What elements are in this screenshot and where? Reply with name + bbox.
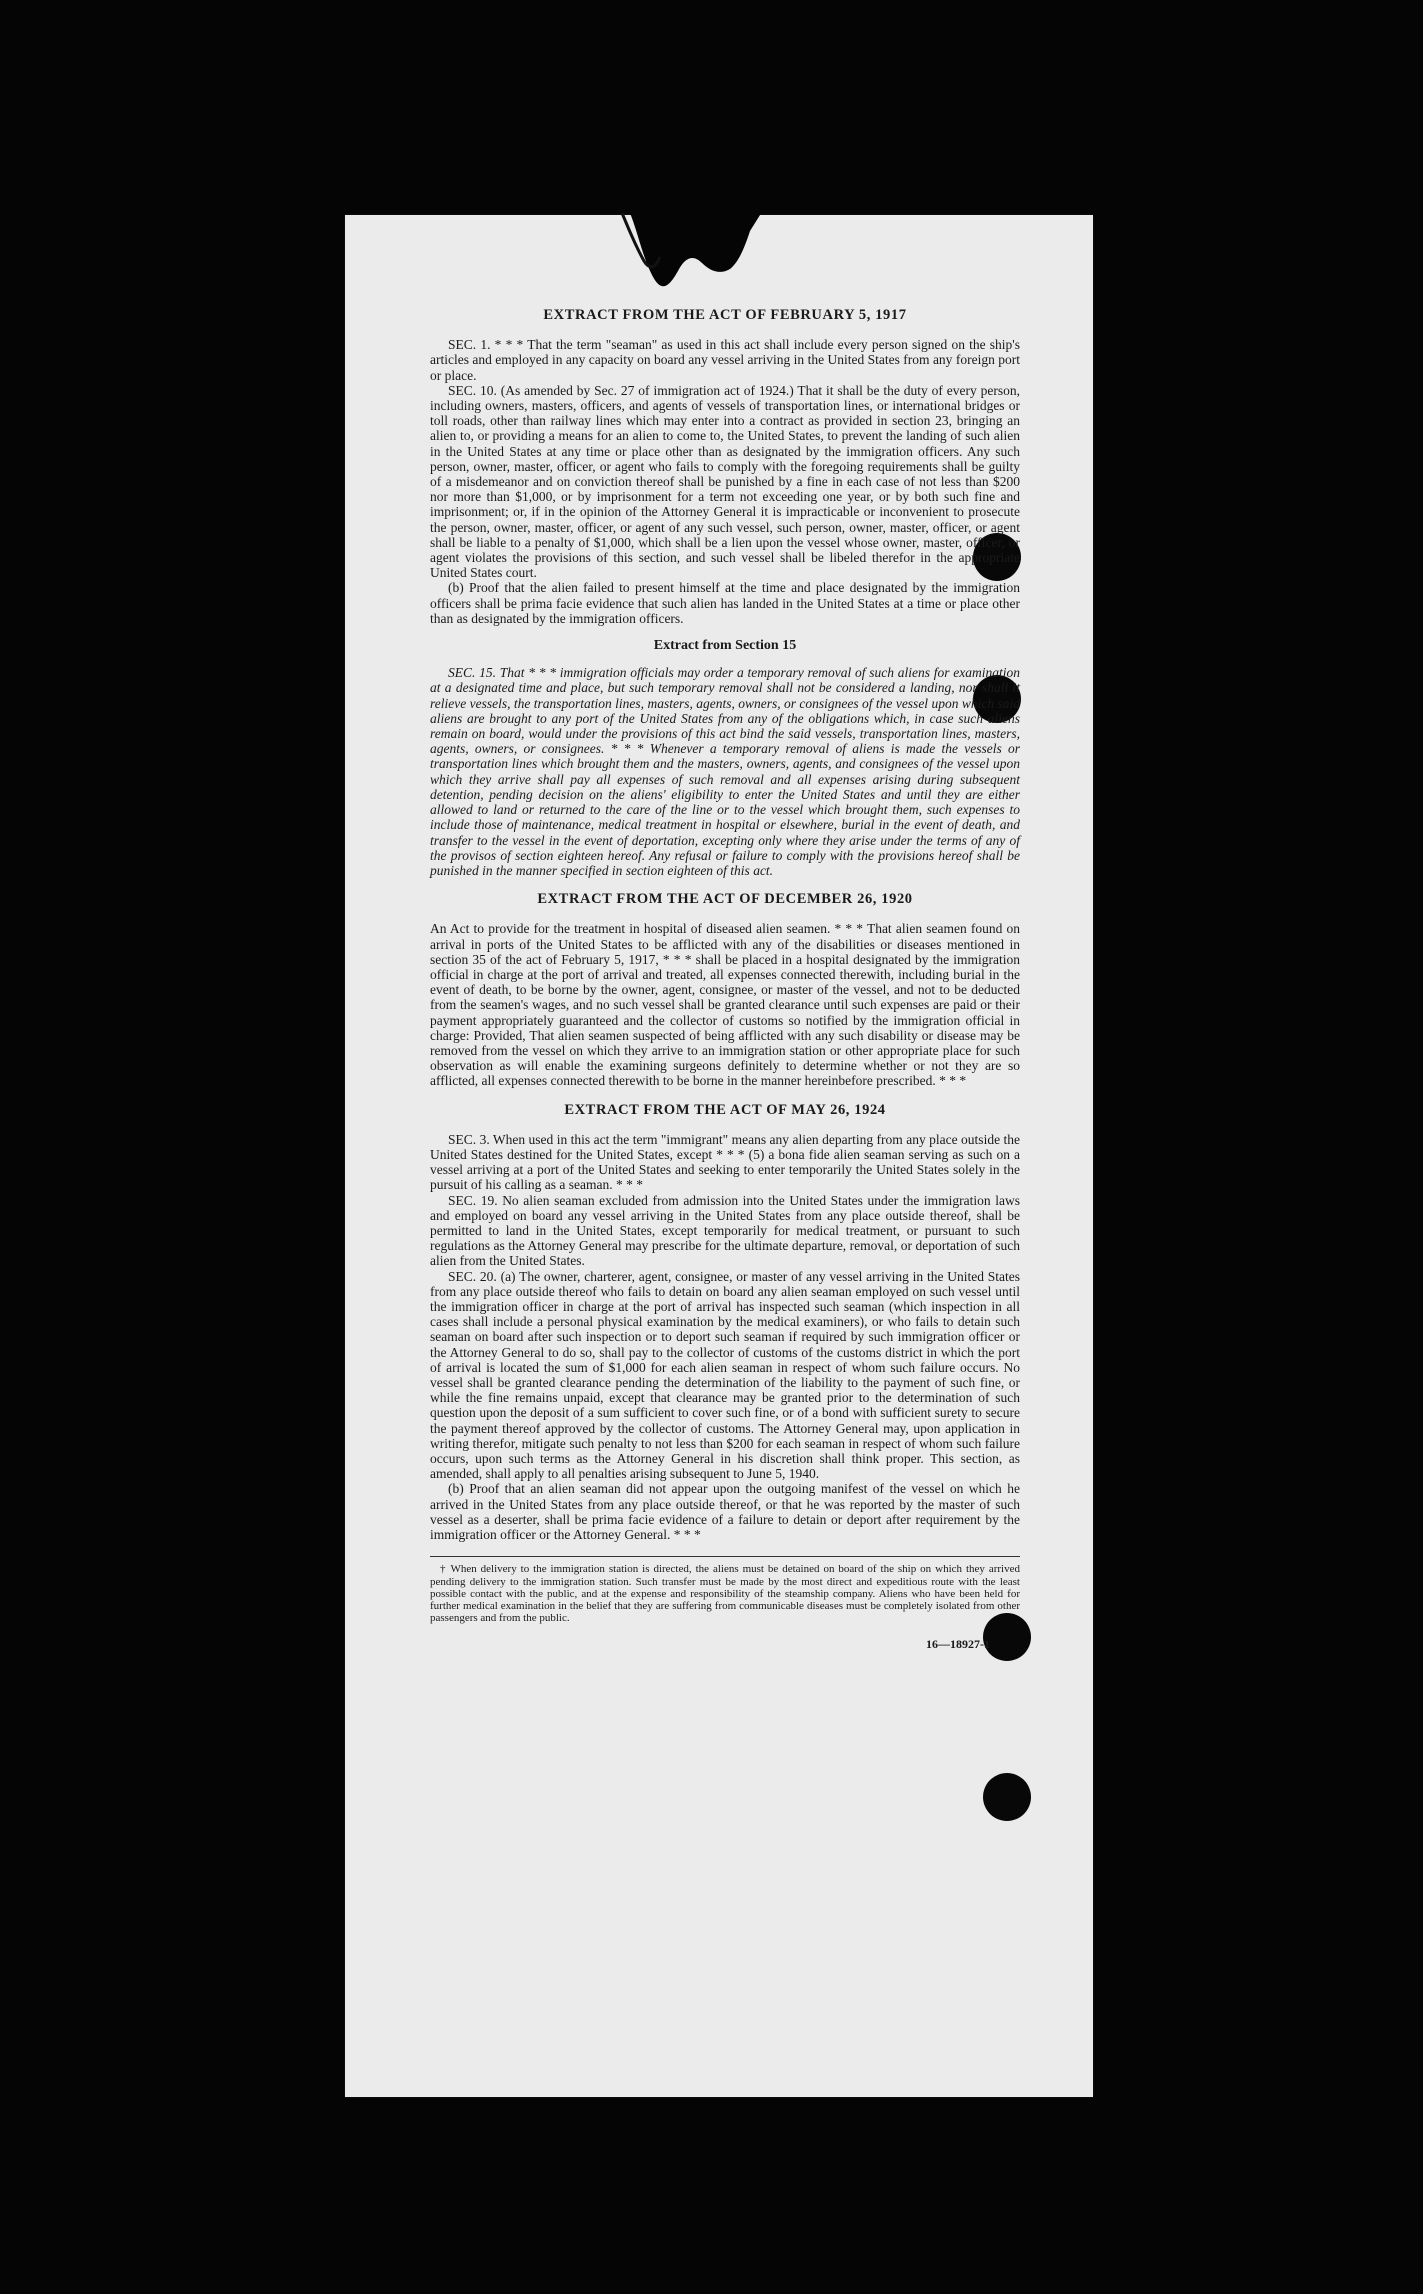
heading-act-1924: EXTRACT FROM THE ACT OF MAY 26, 1924 [564, 1101, 886, 1118]
paragraph-act-1920: An Act to provide for the treatment in hospital of diseased alien seamen. * * * That alien seamen found on arrival in ports of the United States to be afflicted with any of the disabilities or diseases mentioned in section 35 of the act of February 5, 1917, * * * shall be placed in a hospital designated by the immigration official in charge at the port of arrival and treated, all expenses connected therewith, including burial in the event of death, to be borne by the owner, agent, consignee, or master of the vessel, and not to be deducted from the seamen's wages, and no such vessel shall be granted clearance until such expenses are paid or their payment appropriately guaranteed and the collector of customs so notified by the immigration official in charge: Provided, That alien seamen suspected of being afflicted with any such disability or disease may be removed from the vessel on which they arrive to an immigration station or other appropriate place for such observation as will enable the examining surgeons definitely to determine whether or not they are so afflicted, all expenses connected therewith to be borne in the manner hereinbefore prescribed. * * * [430, 921, 1020, 1089]
form-code: 16—18927-1 [926, 1636, 990, 1651]
paragraph-sec-15: SEC. 15. That * * * immigration officials may order a temporary removal of such aliens for examination at a designated time and place, but such temporary removal shall not be considered a landing, nor shall it relieve vessels, the transportation lines, masters, agents, owners, or consignees of the vessel upon which said aliens are brought to any port of the United States from any of the obligations which, in case such aliens remain on board, would under the provisions of this act bind the said vessels, transportation lines, masters, agents, owners, or consignees. * * * Whenever a temporary removal of aliens is made the vessels or transportation lines which brought them and the masters, owners, agents, and consignees of the vessel upon which they arrive shall pay all expenses of such removal and all expenses arising during subsequent detention, pending decision on the aliens' eligibility to enter the United States and until they are either allowed to land or returned to the care of the line or to the vessel which brought them, such expenses to include those of maintenance, medical treatment in hospital or elsewhere, burial in the event of death, and transfer to the vessel in the event of deportation, excepting only where they arise under the terms of any of the provisos of section eighteen hereof. Any refusal or failure to comply with the provisions hereof shall be punished in the manner specified in section eighteen of this act. [430, 665, 1020, 878]
footnote: † When delivery to the immigration station is directed, the aliens must be detained on board of the ship on which they arrived pending delivery to the immigration station. Such transfer must be made by the most direct and expeditious route with the least possible contact with the public, and at the expense and responsibility of the steamship company. Aliens who have been held for further medical examination in the belief that they are suffering from communicable diseases must be completely isolated from other passengers and from the public. [430, 1563, 1020, 1625]
heading-act-1917: EXTRACT FROM THE ACT OF FEBRUARY 5, 1917 [543, 307, 907, 323]
paragraph-sec-20a: SEC. 20. (a) The owner, charterer, agent, consignee, or master of any vessel arriving in the United States from any place outside thereof who fails to detain on board any alien seaman employed on such vessel until the immigration officer in charge at the port of arrival has inspected such seaman (which inspection in all cases shall include a personal physical examination by the medical examiners), or who fails to detain such seaman on board after such inspection or to deport such seaman if required by such immigration officer or the Attorney General to do so, shall pay to the collector of customs of the customs district in which the port of arrival is located the sum of $1,000 for each alien seaman in respect of whom such failure occurs. No vessel shall be granted clearance pending the determination of the liability to the payment of such fine, or while the fine remains unpaid, except that clearance may be granted prior to the determination of such question upon the deposit of a sum sufficient to cover such fine, or of a bond with sufficient surety to secure the payment thereof approved by the collector of customs. The Attorney General may, upon application in writing therefor, mitigate such penalty to not less than $200 for each seaman in respect of whom such failure occurs, upon such terms as the Attorney General in his discretion shall think proper. This section, as amended, shall apply to all penalties arising subsequent to June 5, 1940. [430, 1268, 1020, 1482]
paragraph-sec-3: SEC. 3. When used in this act the term "immigrant" means any alien departing from any place outside the United States destined for the United States, except * * * (5) a bona fide alien seaman serving as such on a vessel arriving at a port of the United States and seeking to enter temporarily the United States solely in the pursuit of his calling as a seaman. * * * [430, 1131, 1020, 1193]
paragraph-sec-20b: (b) Proof that an alien seaman did not appear upon the outgoing manifest of the vessel on which he arrived in the United States from any place outside thereof, or that he was reported by the master of such vessel as a deserter, shall be prima facie evidence of a failure to detain or deport after requirement by the immigration officer or the Attorney General. * * * [430, 1481, 1020, 1543]
paragraph-sec-19: SEC. 19. No alien seaman excluded from admission into the United States under the immigration laws and employed on board any vessel arriving in the United States from any place outside thereof, shall be permitted to land in the United States, except temporarily for medical treatment, or pursuant to such regulations as the Attorney General may prescribe for the ultimate departure, removal, or deportation of such alien from the United States. [430, 1192, 1020, 1269]
footnote-divider [430, 1556, 1020, 1557]
document-body [430, 308, 1020, 1652]
document-page [345, 215, 1093, 2097]
paragraph-sec-10: SEC. 10. (As amended by Sec. 27 of immigration act of 1924.) That it shall be the duty of every person, including owners, masters, officers, and agents of vessels of transportation lines, or international bridges or toll roads, other than railway lines which may enter into a contract as provided in section 23, bringing an alien to, or providing a means for an alien to come to, the United States, to prevent the landing of such alien in the United States at any time or place other than as designated by the immigration officers. Any such person, owner, master, officer, or agent who fails to comply with the foregoing requirements shall be guilty of a misdemeanor and on conviction thereof shall be punished by a fine in each case of not less than $200 nor more than $1,000, or by imprisonment for a term not exceeding one year, or by both such fine and imprisonment; or, if in the opinion of the Attorney General it is impracticable or inconvenient to prosecute the person, owner, master, officer, or agent of any such vessel, such person, owner, master, officer, or agent shall be liable to a penalty of $1,000, which shall be a lien upon the vessel whose owner, master, officer, or agent violates the provisions of this section, and such vessel shall be libeled therefor in the appropriate United States court. [430, 382, 1020, 581]
paragraph-sec-1: SEC. 1. * * * That the term "seaman" as used in this act shall include every person signed on the ship's articles and employed in any capacity on board any vessel arriving in the United States from any foreign port or place. [430, 337, 1020, 383]
punch-hole [983, 1773, 1031, 1821]
subheading-section-15: Extract from Section 15 [653, 638, 797, 654]
paragraph-sec-10b: (b) Proof that the alien failed to present himself at the time and place designated by the immigration officers shall be prima facie evidence that such alien has landed in the United States at a time or place other than as designated by the immigration officers. [430, 580, 1020, 626]
heading-act-1920: EXTRACT FROM THE ACT OF DECEMBER 26, 1920 [537, 891, 913, 908]
